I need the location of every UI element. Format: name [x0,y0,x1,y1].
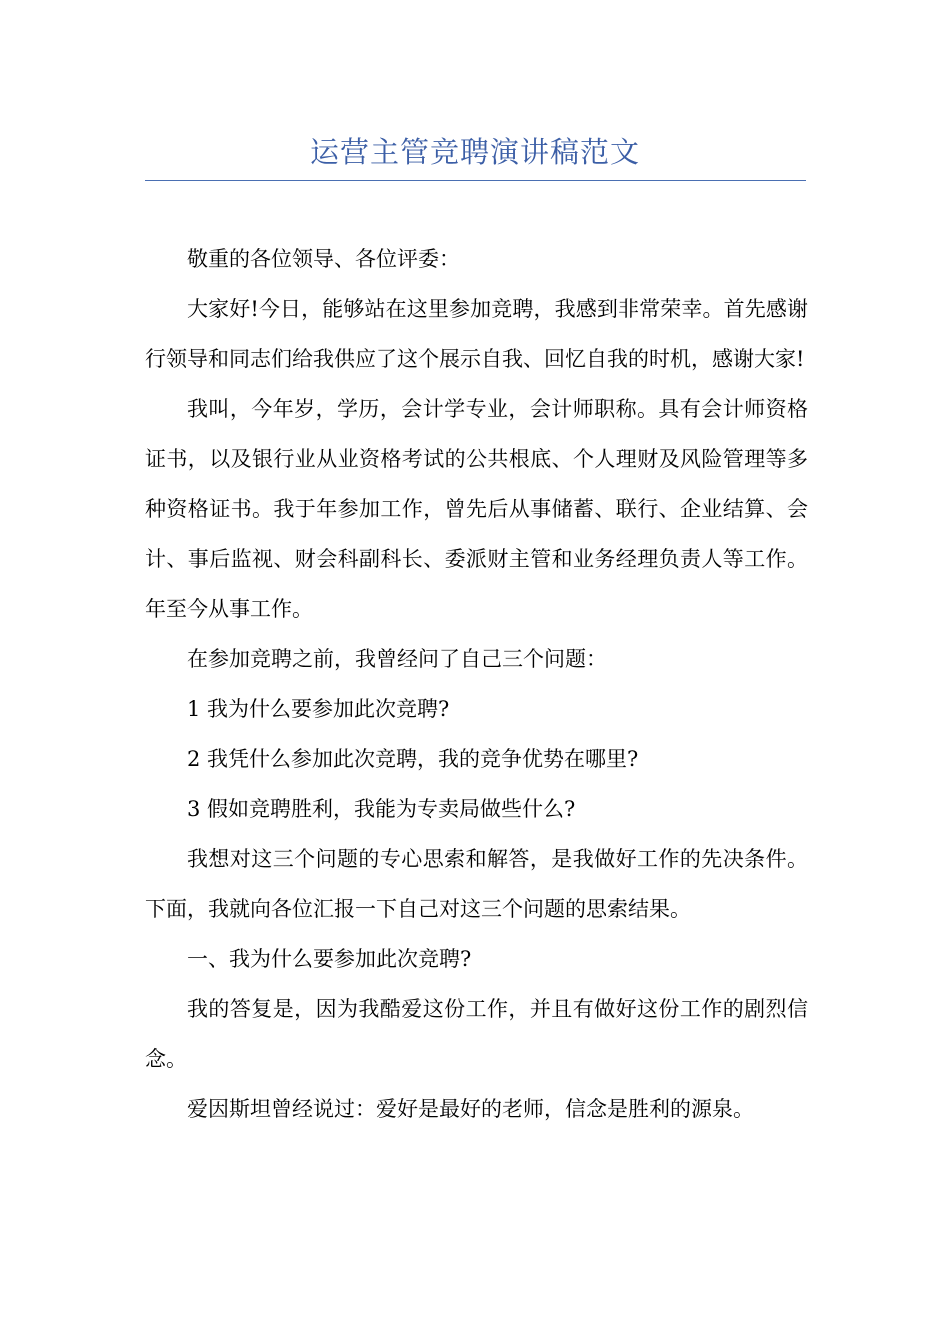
document-title: 运营主管竞聘演讲稿范文 [309,135,640,169]
paragraph: 我的答复是，因为我酷爱这份工作，并且有做好这份工作的剧烈信念。 [145,997,808,1071]
paragraph: 大家好!今日，能够站在这里参加竞聘，我感到非常荣幸。首先感谢行领导和同志们给我供应了这个展示自我、回忆自我的时机，感谢大家! [145,297,808,371]
paragraph: 在参加竞聘之前，我曾经问了自己三个问题： [187,647,607,671]
paragraph: 我叫，今年岁，学历，会计学专业，会计师职称。具有会计师资格证书，以及银行业从业资格考试的公共根底、个人理财及风险管理等多种资格证书。我于年参加工作，曾先后从事储蓄、联行、企业结算、会计、事后监视、财会科副科长、委派财主管和业务经理负责人等工作。年至今从事工作。 [145,397,808,621]
document-body [145,234,808,1134]
paragraph: 爱因斯坦曾经说过：爱好是最好的老师，信念是胜利的源泉。 [187,1097,754,1121]
section-heading: 一、我为什么要参加此次竞聘? [187,947,472,971]
paragraph: 我想对这三个问题的专心思索和解答，是我做好工作的先决条件。下面，我就向各位汇报一下自己对这三个问题的思索结果。 [145,847,808,921]
list-item-question-2: 2 我凭什么参加此次竞聘，我的竞争优势在哪里? [187,747,639,771]
title-underline [145,180,806,181]
paragraph-salutation: 敬重的各位领导、各位评委： [187,247,460,271]
list-item-question-3: 3 假如竞聘胜利，我能为专卖局做些什么? [187,797,576,821]
list-item-question-1: 1 我为什么要参加此次竞聘? [187,697,450,721]
